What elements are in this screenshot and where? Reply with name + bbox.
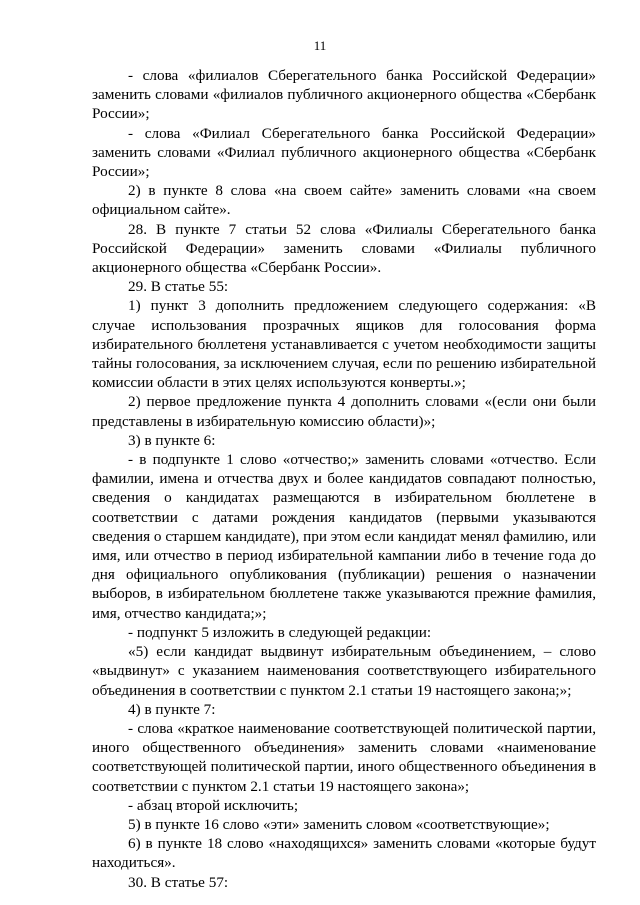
paragraph: 3) в пункте 6:	[128, 431, 216, 449]
paragraph: - в подпункте 1 слово «отчество;» заменить словами «отчество. Если фамилии, имена и отчества двух и более кандидатов совпадают полностью, сведения о кандидатах размещаются в избирательном бюллетене в соответствии с датами рождения кандидатов (первыми указываются сведения о старшем кандидате), при этом если кандидат менял фамилию, или имя, или отчество в период избирательной кампании либо в течение года до дня официального опубликования (публикации) решения о назначении выборов, в избирательном бюллетене также указываются прежние фамилия, имя, отчество кандидата;»;	[92, 451, 596, 622]
paragraph: - слова «краткое наименование соответствующей политической партии, иного общественного объединения» заменить словами «наименование соответствующей политической партии, иного общественного объединения в соответствии с пунктом 2.1 статьи 19 настоящего закона»;	[92, 719, 596, 795]
paragraph: «5) если кандидат выдвинут избирательным объединением, – слово «выдвинут» с указанием наименования соответствующего избирательного объединения в соответствии с пунктом 2.1 статьи 19 настоящего закона;»;	[92, 643, 596, 699]
paragraph: 2) в пункте 8 слова «на своем сайте» заменить словами «на своем официальном сайте».	[92, 182, 596, 219]
page-number: 11	[313, 38, 327, 53]
paragraph: - подпункт 5 изложить в следующей редакции:	[128, 623, 432, 641]
paragraph: 29. В статье 55:	[128, 278, 229, 296]
paragraph: 28. В пункте 7 статьи 52 слова «Филиалы Сберегательного банка Российской Федерации» заменить словами «Филиалы публичного акционерного общества «Сбербанк России».	[92, 220, 596, 277]
document-body	[92, 66, 596, 892]
paragraph: - слова «Филиал Сберегательного банка Российской Федерации» заменить словами «Филиал публичного акционерного общества «Сбербанк России»;	[92, 124, 596, 181]
paragraph: - слова «филиалов Сберегательного банка Российской Федерации» заменить словами «филиалов публичного акционерного общества «Сбербанк России»;	[92, 67, 596, 123]
paragraph: 6) в пункте 18 слово «находящихся» заменить словами «которые будут находиться».	[92, 835, 596, 872]
paragraph: 1) пункт 3 дополнить предложением следующего содержания: «В случае использования прозрачных ящиков для голосования форма избирательного бюллетеня устанавливается с учетом необходимости защиты тайны голосования, за исключением случая, если по решению избирательной комиссии области в этих целях используются конверты.»;	[92, 297, 596, 392]
paragraph: - абзац второй исключить;	[128, 796, 299, 814]
paragraph: 30. В статье 57:	[128, 873, 229, 891]
paragraph: 4) в пункте 7:	[128, 700, 216, 718]
paragraph: 5) в пункте 16 слово «эти» заменить словом «соответствующие»;	[128, 815, 550, 833]
paragraph: 2) первое предложение пункта 4 дополнить словами «(если они были представлены в избирательную комиссию области)»;	[92, 393, 596, 430]
